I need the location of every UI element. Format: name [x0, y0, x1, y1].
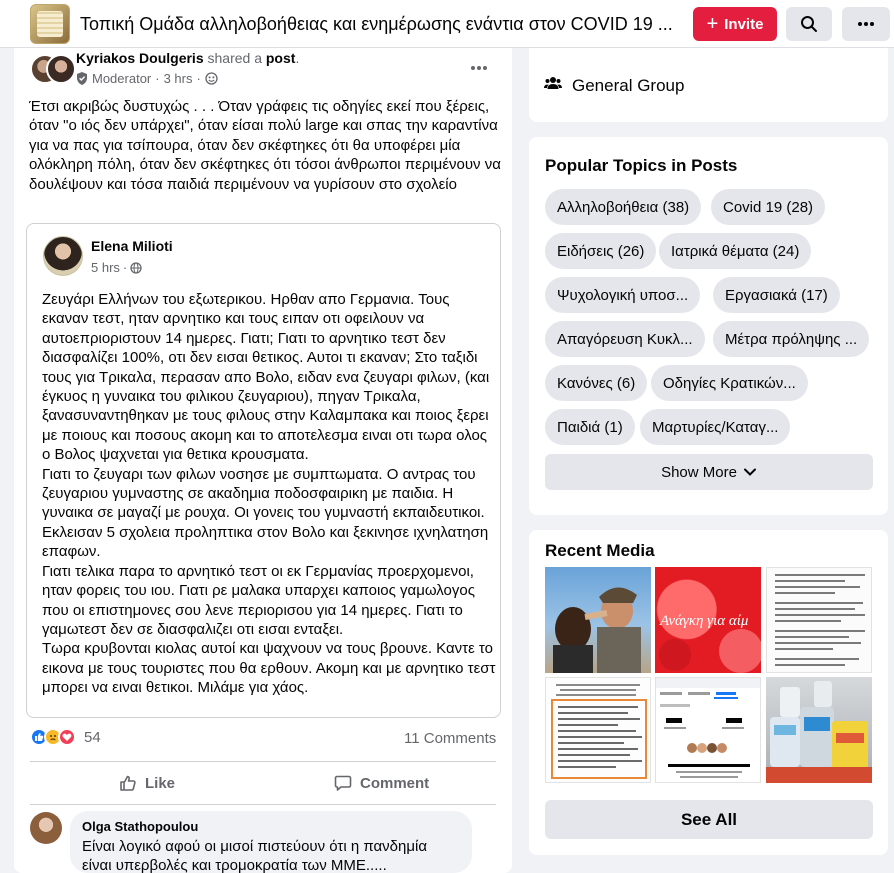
avatar[interactable]: [30, 812, 62, 844]
post-author[interactable]: Kyriakos Doulgeris: [76, 50, 204, 66]
author-avatars[interactable]: [30, 54, 74, 86]
more-icon: [470, 65, 488, 71]
divider: [30, 804, 496, 805]
media-thumbnail-blood-donation[interactable]: [655, 567, 761, 673]
topic-chip[interactable]: Παιδιά (1): [545, 409, 635, 445]
topic-chip[interactable]: Εργασιακά (17): [713, 277, 840, 313]
topic-chip[interactable]: Οδηγίες Κρατικών...: [651, 365, 808, 401]
comment-label: Comment: [360, 774, 430, 792]
general-group-label: General Group: [572, 76, 685, 95]
topic-chip[interactable]: Ιατρικά θέματα (24): [659, 233, 811, 269]
recent-media-title: Recent Media: [545, 541, 655, 560]
popular-topics-card: [529, 137, 888, 515]
post-options-button[interactable]: [464, 58, 494, 78]
love-reaction-icon: [58, 728, 76, 746]
shared-post-time[interactable]: 5 hrs: [91, 260, 120, 275]
topic-chip[interactable]: Αλληλοβοήθεια (38): [545, 189, 701, 225]
media-thumbnail-document[interactable]: [766, 567, 872, 673]
post-time[interactable]: 3 hrs: [163, 71, 193, 86]
shared-post-paragraph: Τωρα κρυβονται κιολας αυτοί και ψαχνουν να τους βρουνε. Καντε το εικονα με τους τουριστες που θα ερθουν. Ακομη και με αρνητικο τεστ μπορει να ειναι θετικοι. Μιλάμε για χάος.: [42, 640, 496, 697]
search-button[interactable]: [786, 7, 832, 41]
shared-post-paragraph: Ζευγάρι Ελλήνων του εξωτερικου. Ηρθαν απο Γερμανια. Τους εκαναν τεστ, ηταν αρνητικο και τους ειπαν οτι οφειλουν να αυτοεπριοριστουν 14 ημερες. Γιατι; Γιατι το αρνητικο τεστ δεν διασφαλίζει 100%, οτι δεν εισαι θετικος. Αυτοι τι εκαναν; Στο ταξιδι τους για Τρικαλα, περασαν απο Βολο, ειδαν ενα ζευγαρι φιλων, (και έγκυος η γυναικα του φιλικου ζευγαριου), πηγαν Τρικαλα, ξανασυναντηθηκαν με τους φιλους στην Καλαμπακα και ποιος ξερει με ποιους και ποσους ακομη και το αποτελεσμα ειναι οτι τωρα ολος ο Βολος ψαχνεται για θετικα κρουσματα.: [42, 291, 490, 464]
shared-post-paragraph: Γιατι το ζευγαρι των φιλων νοσησε με συμπτωματα. Ο αντρας του ζευγαριου γυμναστης σε ακαδημια ποδοσφαιρικη με παιδια. Η γυναικα σε μαγαζί με ρουχα. Οι γονεις του γυμναστή εκπαιδευτικοι. Εκλεισαν 5 σχολεια προληπτικα στον Βολο και ξεκινησε ιχνηλατηση επαφων.: [42, 465, 489, 561]
show-more-label: Show More: [661, 463, 737, 481]
comment-text: Είναι λογικό αφού οι μισοί πιστεύουν ότι η πανδημία είναι υπερβολές και τρομοκρατία των ΜΜΕ.....: [82, 838, 427, 873]
plus-icon: +: [706, 13, 719, 35]
media-thumbnail-people[interactable]: [545, 567, 651, 673]
post-text: Έτσι ακριβώς δυστυχώς . . . Όταν γράφεις τις οδηγίες εκεί που ξέρεις, όταν "ο ιός δεν υπάρχει", όταν είσαι πολύ large και σπας την καραντίνα για να πας για τσίπουρα, όταν δεν σκέφτηκες ότι θα υποφέρει μία ολόκληρη πόλη, όταν δεν σκέφτηκες ότι τόσοι άνθρωποι περιμένουν να δουλέψουν και τόσα παιδιά περιμένουν να γυρίσουν στο σχολείο: [29, 98, 501, 193]
like-button[interactable]: [119, 768, 175, 798]
group-cover-thumbnail[interactable]: [30, 4, 70, 44]
comment-author[interactable]: Olga Stathopoulou: [82, 819, 199, 834]
invite-button[interactable]: [693, 7, 777, 41]
comment-bubble-icon: [334, 774, 352, 792]
topic-chip[interactable]: Ψυχολογική υποσ...: [545, 277, 700, 313]
shared-post-text: [42, 290, 497, 698]
chevron-down-icon: [743, 467, 757, 477]
moderator-shield-icon: [76, 72, 88, 85]
divider: [30, 761, 496, 762]
shared-post[interactable]: [26, 223, 501, 718]
post-card: [14, 48, 512, 873]
post-author-line: Kyriakos Doulgeris shared a post.: [76, 50, 300, 66]
group-header: [0, 0, 894, 48]
reactions-summary[interactable]: [30, 728, 101, 746]
group-title[interactable]: Τοπική Ομάδα αλληλοβοήθειας και ενημέρωσης ενάντια στον COVID 19 ...: [80, 14, 673, 34]
comments-count[interactable]: 11 Comments: [404, 730, 497, 747]
topic-chip[interactable]: Κανόνες (6): [545, 365, 647, 401]
globe-icon: [130, 262, 142, 274]
more-options-button[interactable]: [842, 7, 890, 41]
media-thumbnail-caption: Ανάγκη για αίμ: [660, 613, 749, 629]
see-all-button[interactable]: See All: [545, 800, 873, 839]
group-icon: [544, 76, 562, 90]
shared-verb: shared a: [207, 50, 262, 66]
thumbs-up-icon: [119, 774, 137, 792]
like-label: Like: [145, 774, 176, 792]
shared-post-author[interactable]: Elena Milioti: [91, 238, 173, 254]
topic-chip[interactable]: Μαρτυρίες/Καταγ...: [640, 409, 790, 445]
shared-post-paragraph: Γιατι τελικα παρα το αρνητικό τεστ οι εκ Γερμανίας προερχομενοι, ηταν φορεις του ιου. Γιατι ρε μαλακα υπαρχει καποιος γαμωλογος που οι επιστημονες σου λενε περιορισου για 14 ημερες. Γιατι το γαμωτεστ δεν σε διασφαλιζει οτι εισαι ενταξει.: [42, 562, 475, 638]
recent-media-card: [529, 530, 888, 855]
invite-label: Invite: [724, 15, 764, 33]
search-icon: [800, 15, 818, 33]
author-role: Moderator: [92, 71, 152, 86]
shared-post-link[interactable]: post: [265, 50, 296, 66]
comment-button[interactable]: [334, 768, 429, 798]
members-audience-icon: [205, 72, 218, 85]
shared-post-meta: 5 hrs ·: [91, 260, 142, 275]
topic-chip[interactable]: Απαγόρευση Κυκλ...: [545, 321, 705, 357]
more-icon: [857, 21, 875, 27]
media-thumbnail-notice[interactable]: [545, 677, 651, 783]
general-group-card: [529, 48, 888, 122]
post-meta: Moderator · 3 hrs ·: [76, 71, 218, 86]
media-thumbnail-supplies[interactable]: [766, 677, 872, 783]
topic-chip[interactable]: Μέτρα πρόληψης ...: [713, 321, 869, 357]
avatar[interactable]: [43, 236, 83, 276]
media-thumbnail-screenshot[interactable]: [655, 677, 761, 783]
topic-chip[interactable]: Covid 19 (28): [711, 189, 825, 225]
popular-topics-title: Popular Topics in Posts: [545, 156, 738, 175]
reaction-count: 54: [84, 728, 101, 746]
avatar: [46, 54, 76, 84]
show-more-button[interactable]: [545, 454, 873, 490]
topic-chip[interactable]: Ειδήσεις (26): [545, 233, 656, 269]
comment-item: [70, 811, 472, 873]
